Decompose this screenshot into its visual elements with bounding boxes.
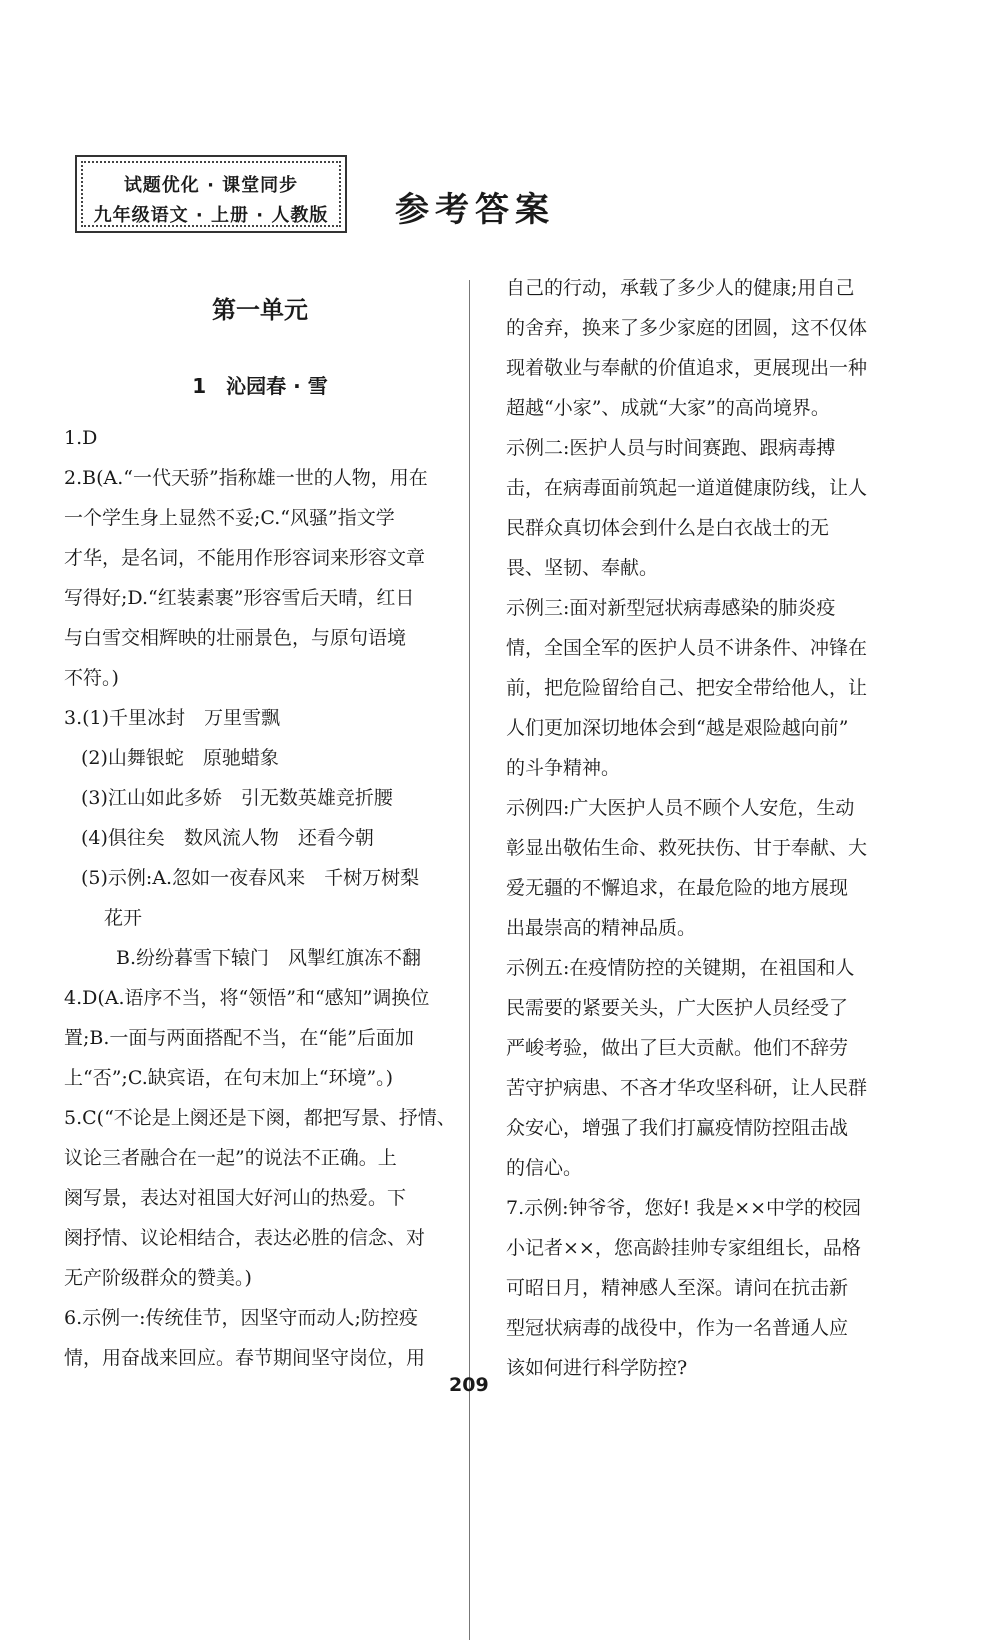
answer-line: 1.D xyxy=(64,427,98,449)
answer-line: 民需要的紧要关头，广大医护人员经受了 xyxy=(506,997,849,1019)
answer-line: 人们更加深切地体会到“越是艰险越向前” xyxy=(506,717,849,739)
answer-line: 该如何进行科学防控? xyxy=(506,1357,688,1379)
answer-line: 无产阶级群众的赞美。) xyxy=(64,1267,252,1289)
series-label-box xyxy=(75,155,347,233)
answer-line: 花开 xyxy=(104,907,143,929)
answer-line: 民群众真切体会到什么是白衣战士的无 xyxy=(506,517,830,539)
answer-line: 与白雪交相辉映的壮丽景色，与原句语境 xyxy=(64,627,407,649)
answer-line: 的舍弃，换来了多少家庭的团圆，这不仅体 xyxy=(506,317,868,339)
page-number: 209 xyxy=(449,1374,489,1396)
answer-line: 示例四:广大医护人员不顾个人安危，生动 xyxy=(506,797,855,819)
unit-title: 第一单元 xyxy=(212,296,308,324)
answer-line: 置;B.一面与两面搭配不当，在“能”后面加 xyxy=(64,1027,414,1049)
answer-line: 情，用奋战来回应。春节期间坚守岗位，用 xyxy=(64,1347,426,1369)
lesson-title: 1 沁园春 · 雪 xyxy=(192,374,328,398)
answer-line: 的斗争精神。 xyxy=(506,757,621,779)
answer-line: 示例五:在疫情防控的关键期，在祖国和人 xyxy=(506,957,855,979)
answer-line: 苦守护病患、不吝才华攻坚科研，让人民群 xyxy=(506,1077,868,1099)
answer-line: 7.示例:钟爷爷，您好! 我是××中学的校园 xyxy=(506,1197,862,1219)
answer-line: 严峻考验，做出了巨大贡献。他们不辞劳 xyxy=(506,1037,849,1059)
page-title: 参考答案 xyxy=(395,190,555,230)
answer-line: 4.D(A.语序不当，将“领悟”和“感知”调换位 xyxy=(64,987,430,1009)
answer-line: 3.(1)千里冰封 万里雪飘 xyxy=(64,707,281,729)
series-name: 试题优化 · 课堂同步 xyxy=(123,175,299,196)
answer-line: 可昭日月，精神感人至深。请问在抗击新 xyxy=(506,1277,849,1299)
answer-line: (2)山舞银蛇 原驰蜡象 xyxy=(81,747,279,769)
answer-line: 一个学生身上显然不妥;C.“风骚”指文学 xyxy=(64,507,395,529)
answer-line: 情，全国全军的医护人员不讲条件、冲锋在 xyxy=(506,637,868,659)
answer-line: 阕写景，表达对祖国大好河山的热爱。下 xyxy=(64,1187,407,1209)
answer-line: 才华，是名词，不能用作形容词来形容文章 xyxy=(64,547,426,569)
answer-line: 议论三者融合在一起”的说法不正确。上 xyxy=(64,1147,397,1169)
answer-line: 的信心。 xyxy=(506,1157,583,1179)
answer-line: 6.示例一:传统佳节，因坚守而动人;防控疫 xyxy=(64,1307,418,1329)
answer-line: (5)示例:A.忽如一夜春风来 千树万树梨 xyxy=(81,867,420,889)
answer-line: 示例二:医护人员与时间赛跑、跟病毒搏 xyxy=(506,437,836,459)
answer-line: 众安心，增强了我们打赢疫情防控阻击战 xyxy=(506,1117,849,1139)
answer-line: 彰显出敬佑生命、救死扶伤、甘于奉献、大 xyxy=(506,837,868,859)
answer-line: 畏、坚韧、奉献。 xyxy=(506,557,659,579)
right-column xyxy=(506,268,891,1388)
answer-line: 击，在病毒面前筑起一道道健康防线，让人 xyxy=(506,477,868,499)
answer-line: (4)俱往矣 数风流人物 还看今朝 xyxy=(81,827,374,849)
answer-line: 小记者××，您高龄挂帅专家组组长，品格 xyxy=(506,1237,861,1259)
answer-line: 型冠状病毒的战役中，作为一名普通人应 xyxy=(506,1317,849,1339)
answer-line: 2.B(A.“一代天骄”指称雄一世的人物，用在 xyxy=(64,467,428,489)
answer-line: 自己的行动，承载了多少人的健康;用自己 xyxy=(506,277,855,299)
answer-line: 阕抒情、议论相结合，表达必胜的信念、对 xyxy=(64,1227,426,1249)
series-edition: 九年级语文 · 上册 · 人教版 xyxy=(93,205,329,226)
column-divider xyxy=(469,280,470,1640)
left-column xyxy=(64,418,464,1378)
answer-line: 5.C(“不论是上阕还是下阕，都把写景、抒情、 xyxy=(64,1107,456,1129)
answer-line: 前，把危险留给自己、把安全带给他人，让 xyxy=(506,677,868,699)
answer-line: 超越“小家”、成就“大家”的高尚境界。 xyxy=(506,397,830,419)
answer-line: B.纷纷暮雪下辕门 风掣红旗冻不翻 xyxy=(116,947,422,969)
answer-line: 不符。) xyxy=(64,667,119,689)
answer-line: 写得好;D.“红装素裹”形容雪后天晴，红日 xyxy=(64,587,415,609)
answer-line: 出最崇高的精神品质。 xyxy=(506,917,697,939)
answer-line: 现着敬业与奉献的价值追求，更展现出一种 xyxy=(506,357,868,379)
answer-line: 上“否”;C.缺宾语，在句末加上“环境”。) xyxy=(64,1067,394,1089)
answer-line: (3)江山如此多娇 引无数英雄竞折腰 xyxy=(81,787,393,809)
answer-line: 示例三:面对新型冠状病毒感染的肺炎疫 xyxy=(506,597,836,619)
answer-line: 爱无疆的不懈追求，在最危险的地方展现 xyxy=(506,877,849,899)
